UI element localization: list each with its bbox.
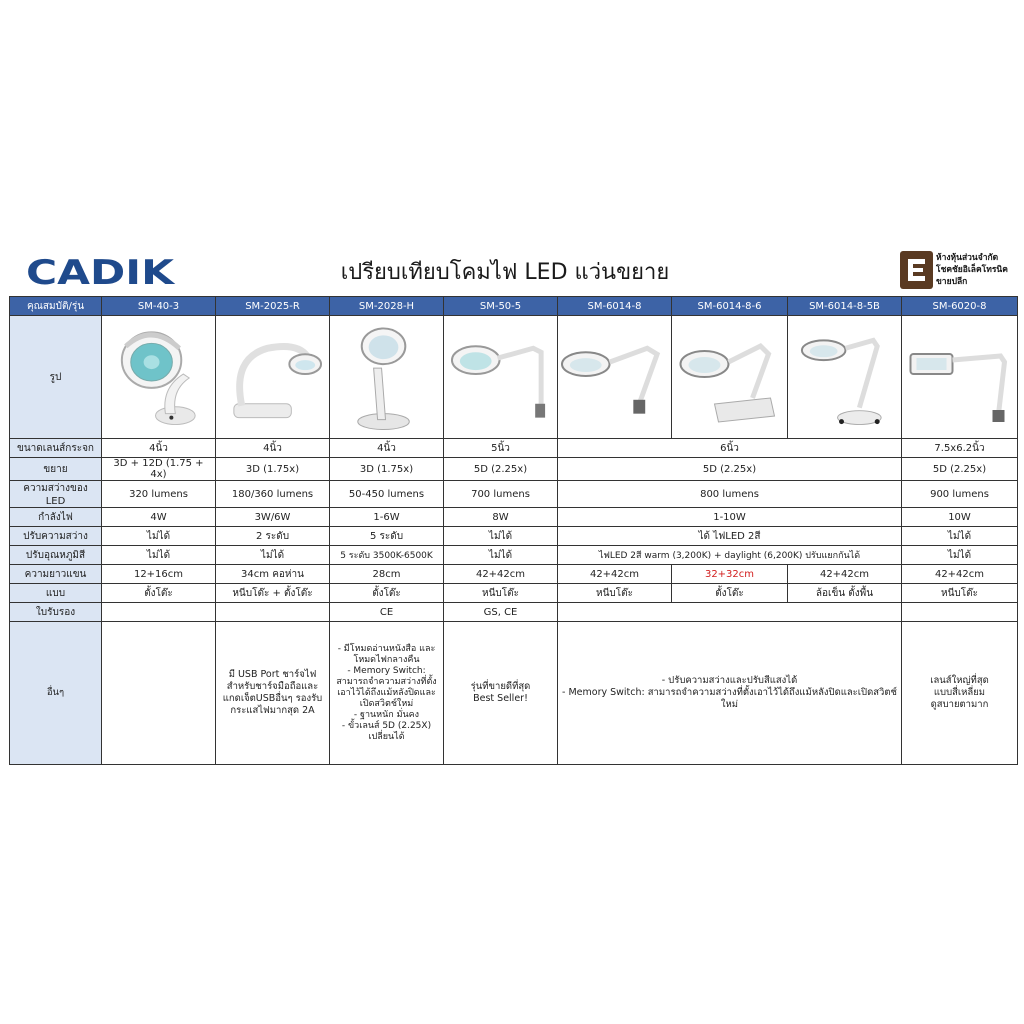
row-label: ความยาวแขน xyxy=(10,565,102,584)
cell xyxy=(902,603,1018,622)
mount-row xyxy=(10,584,1018,603)
cell: ตั้งโต๊ะ xyxy=(672,584,788,603)
lens-size-row xyxy=(10,439,1018,458)
cadik-logo xyxy=(26,255,176,287)
cell: 5 ระดับ xyxy=(330,527,444,546)
header-label: คุณสมบัติ/รุ่น xyxy=(10,297,102,316)
model-header: SM-2028-H xyxy=(330,297,444,316)
product-image xyxy=(788,316,902,439)
cell: GS, CE xyxy=(444,603,558,622)
cell: 6นิ้ว xyxy=(558,439,902,458)
cell: ไม่ได้ xyxy=(444,527,558,546)
cell: ไม่ได้ xyxy=(102,527,216,546)
cell: 320 lumens xyxy=(102,481,216,508)
cell: 3D (1.75x) xyxy=(216,458,330,481)
model-header: SM-50-5 xyxy=(444,297,558,316)
company-line-3: ขายปลีก xyxy=(936,277,968,287)
cell: ล้อเข็น ตั้งพื้น xyxy=(788,584,902,603)
model-header: SM-6014-8 xyxy=(558,297,672,316)
row-label: ปรับอุณหภูมิสี xyxy=(10,546,102,565)
product-image xyxy=(902,316,1018,439)
cell: 4นิ้ว xyxy=(216,439,330,458)
cell: เลนส์ใหญ่ที่สุด แบบสี่เหลี่ยม ดูสบายตามาก xyxy=(902,622,1018,765)
model-header: SM-6020-8 xyxy=(902,297,1018,316)
row-label: อื่นๆ xyxy=(10,622,102,765)
cell: 42+42cm xyxy=(788,565,902,584)
cell: 5D (2.25x) xyxy=(902,458,1018,481)
cell: 34cm คอห่าน xyxy=(216,565,330,584)
comparison-table xyxy=(9,296,1018,765)
cell: 50-450 lumens xyxy=(330,481,444,508)
row-label: แบบ xyxy=(10,584,102,603)
row-label: ขยาย xyxy=(10,458,102,481)
model-header: SM-40-3 xyxy=(102,297,216,316)
model-header: SM-6014-8-5B xyxy=(788,297,902,316)
cell: ไฟLED 2สี warm (3,200K) + daylight (6,200K) ปรับแยกกันได้ xyxy=(558,546,902,565)
cell: ไม่ได้ xyxy=(902,546,1018,565)
cell: 700 lumens xyxy=(444,481,558,508)
cell: 4นิ้ว xyxy=(330,439,444,458)
other-row xyxy=(10,622,1018,765)
color-temp-row xyxy=(10,546,1018,565)
product-image xyxy=(444,316,558,439)
product-image xyxy=(330,316,444,439)
cell: ไม่ได้ xyxy=(444,546,558,565)
company-line-2: โชคชัยอิเล็คโทรนิค xyxy=(936,265,1008,275)
arm-length-row xyxy=(10,565,1018,584)
cell: 3D (1.75x) xyxy=(330,458,444,481)
product-image xyxy=(102,316,216,439)
header-row xyxy=(10,297,1018,316)
cell: 8W xyxy=(444,508,558,527)
cell: 12+16cm xyxy=(102,565,216,584)
cell: 42+42cm xyxy=(444,565,558,584)
product-image xyxy=(216,316,330,439)
row-label: รูป xyxy=(10,316,102,439)
cell: หนีบโต๊ะ xyxy=(902,584,1018,603)
cell: 800 lumens xyxy=(558,481,902,508)
company-line-1: ห้างหุ้นส่วนจำกัด xyxy=(936,253,999,263)
power-row xyxy=(10,508,1018,527)
row-label: ขนาดเลนส์กระจก xyxy=(10,439,102,458)
cell: 180/360 lumens xyxy=(216,481,330,508)
cell: หนีบโต๊ะ xyxy=(558,584,672,603)
company-badge xyxy=(900,251,1018,289)
cell: ได้ ไฟLED 2สี xyxy=(558,527,902,546)
cell: 28cm xyxy=(330,565,444,584)
cell xyxy=(102,603,216,622)
company-logo-icon xyxy=(900,251,933,289)
cell: ไม่ได้ xyxy=(216,546,330,565)
cert-row xyxy=(10,603,1018,622)
product-image xyxy=(672,316,788,439)
cell: 900 lumens xyxy=(902,481,1018,508)
cell: 5นิ้ว xyxy=(444,439,558,458)
row-label: ความสว่างของ LED xyxy=(10,481,102,508)
cell: 42+42cm xyxy=(558,565,672,584)
cell: หนีบโต๊ะ xyxy=(444,584,558,603)
cell: 4นิ้ว xyxy=(102,439,216,458)
model-header: SM-6014-8-6 xyxy=(672,297,788,316)
cell: 3W/6W xyxy=(216,508,330,527)
brightness-row xyxy=(10,481,1018,508)
row-label: ปรับความสว่าง xyxy=(10,527,102,546)
page-title: เปรียบเทียบโคมไฟ LED แว่นขยาย xyxy=(340,260,670,285)
cell: หนีบโต๊ะ + ตั้งโต๊ะ xyxy=(216,584,330,603)
cell: 10W xyxy=(902,508,1018,527)
cell: ตั้งโต๊ะ xyxy=(330,584,444,603)
cell: 3D + 12D (1.75 + 4x) xyxy=(102,458,216,481)
image-row xyxy=(10,316,1018,439)
model-header: SM-2025-R xyxy=(216,297,330,316)
cell: 42+42cm xyxy=(902,565,1018,584)
cell xyxy=(558,603,902,622)
cell: CE xyxy=(330,603,444,622)
cell: 5D (2.25x) xyxy=(558,458,902,481)
cell: 4W xyxy=(102,508,216,527)
dimming-row xyxy=(10,527,1018,546)
cell: 5 ระดับ 3500K-6500K xyxy=(330,546,444,565)
product-image xyxy=(558,316,672,439)
cell: ไม่ได้ xyxy=(102,546,216,565)
cell: รุ่นที่ขายดีที่สุด Best Seller! xyxy=(444,622,558,765)
cell xyxy=(216,603,330,622)
row-label: กำลังไฟ xyxy=(10,508,102,527)
cell xyxy=(102,622,216,765)
row-label: ใบรับรอง xyxy=(10,603,102,622)
cell: มี USB Port ชาร์จไฟ สำหรับชาร์จมือถือและแกดเจ็ตUSBอื่นๆ รองรับกระแสไฟมากสุด 2A xyxy=(216,622,330,765)
cell: 2 ระดับ xyxy=(216,527,330,546)
cell: ไม่ได้ xyxy=(902,527,1018,546)
cell: 1-10W xyxy=(558,508,902,527)
cell: 1-6W xyxy=(330,508,444,527)
svg-text:CADIK: CADIK xyxy=(26,255,176,287)
cell: ตั้งโต๊ะ xyxy=(102,584,216,603)
cell: - มีโหมดอ่านหนังสือ และ โหมดไฟกลางคืน - Memory Switch: สามารถจำความสว่างที่ตั้งเอาไว้ได้ถึงแม้หลังปิดและเปิดสวิตช์ใหม่ - ฐานหนัก มั่นคง - ขั้วเลนส์ 5D (2.25X) เปลี่ยนได้ xyxy=(330,622,444,765)
cell: - ปรับความสว่างและปรับสีแสงได้ - Memory Switch: สามารถจำความสว่างที่ตั้งเอาไว้ได้ถึงแม้หลังปิดและเปิดสวิตช์ใหม่ xyxy=(558,622,902,765)
cell: 5D (2.25x) xyxy=(444,458,558,481)
cell-highlight: 32+32cm xyxy=(672,565,788,584)
cell: 7.5x6.2นิ้ว xyxy=(902,439,1018,458)
magnification-row xyxy=(10,458,1018,481)
